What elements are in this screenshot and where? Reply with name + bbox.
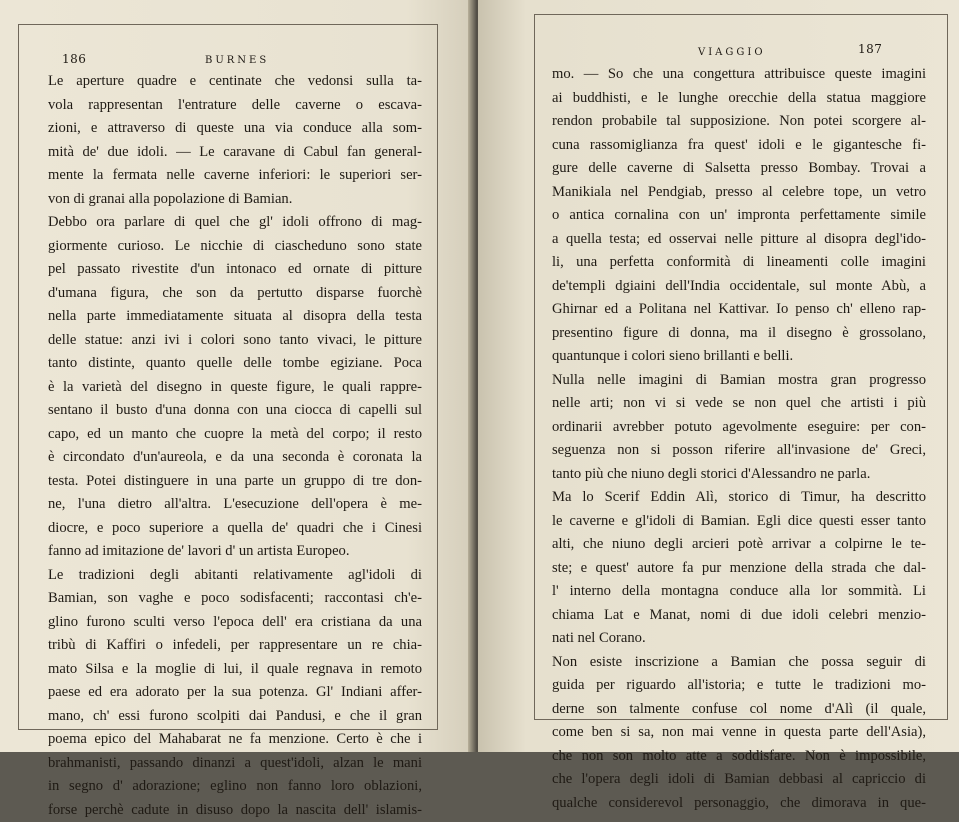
text-line: brahmanisti, passando dinanzi a quest'idoli, alzan le mani	[48, 752, 422, 776]
text-line: de'templi dgiaini dell'India occidentale, sul monte Abù, a	[552, 275, 926, 299]
text-line: mano, ch' essi furono scolpiti dai Pandusi, e che il gran	[48, 705, 422, 729]
text-line: pel passato rivestite d'un intonaco ed ornate di pitture	[48, 258, 422, 282]
text-line: tanto più che niuno degli storici d'Alessandro ne parla.	[552, 463, 926, 487]
text-line: poema epico del Mahabarat ne fa menzione. Certo è che i	[48, 728, 422, 752]
right-page	[478, 0, 959, 752]
text-line: le caverne e gl'idoli di Bamian. Egli dice questi esser tanto	[552, 510, 926, 534]
text-line: Manikiala nel Pendgiab, presso al celebre tope, un vetro	[552, 181, 926, 205]
text-line: alti, che niuno degli arcieri potè arrivar a colpirne le te-	[552, 533, 926, 557]
text-line: gure delle caverne di Salsetta presso Bombay. Trovai a	[552, 157, 926, 181]
text-line: o antica cornalina con un' impronta perfettamente simile	[552, 204, 926, 228]
text-line: giormente curioso. Le nicchie di ciascheduno sono state	[48, 235, 422, 259]
text-line: mente la fermata nelle caverne inferiori: le superiori ser-	[48, 164, 422, 188]
text-line: quantunque i colori sieno brillanti e belli.	[552, 345, 926, 369]
text-line: Non esiste inscrizione a Bamian che possa seguir di	[552, 651, 926, 675]
text-line: von di granai alla popolazione di Bamian.	[48, 188, 422, 212]
text-line: nella parte immediatamente situata al disopra della testa	[48, 305, 422, 329]
text-line: che non son molto atte a soddisfare. Non è impossibile,	[552, 745, 926, 769]
text-line: d'umana figura, che son da pertutto disparse fuorchè	[48, 282, 422, 306]
text-line: in segno d' adorazione; eglino non fanno loro oblazioni,	[48, 775, 422, 799]
text-line: tribù di Kaffiri o infedeli, per rappresentare un re chia-	[48, 634, 422, 658]
text-line: capo, ed un manto che cuopre la metà del corpo; il resto	[48, 423, 422, 447]
text-line: Ghirnar ed a Politana nel Kattivar. Io penso ch' elleno rap-	[552, 298, 926, 322]
text-line: rendon probabile tal supposizione. Non potei scorgere al-	[552, 110, 926, 134]
text-line: come ben si sa, non mai venne in questa parte dell'Asia),	[552, 721, 926, 745]
text-line: Nulla nelle imagini di Bamian mostra gran progresso	[552, 369, 926, 393]
page-number-right: 187	[858, 42, 882, 56]
text-line: che l'opera degli idoli di Bamian debbasi al capriccio di	[552, 768, 926, 792]
right-page-body	[552, 63, 926, 815]
text-line: ai buddhisti, e le lunghe orecchie della statua maggiore	[552, 87, 926, 111]
left-page	[0, 0, 478, 752]
text-line: vola rappresentan l'entrature delle caverne o escava-	[48, 94, 422, 118]
text-line: cuna rassomiglianza fra quest' idoli e le gigantesche fi-	[552, 134, 926, 158]
text-line: mo. — So che una congettura attribuisce queste imagini	[552, 63, 926, 87]
text-line: nati nel Corano.	[552, 627, 926, 651]
text-line: guida per riguardo all'istoria; e tutte le tradizioni mo-	[552, 674, 926, 698]
text-line: diocre, e poco superiore a quella de' quadri che i Cinesi	[48, 517, 422, 541]
text-line: mità de' due idoli. — Le caravane di Cabul fan general-	[48, 141, 422, 165]
text-line: fanno ad imitazione de' lavori d' un artista Europeo.	[48, 540, 422, 564]
text-line: presentino figure di donna, ma il disegno è grossolano,	[552, 322, 926, 346]
text-line: qualche considerevol personaggio, che dimorava in que-	[552, 792, 926, 816]
running-head-right: VIAGGIO	[698, 47, 766, 58]
text-line: glino furono sculti verso l'epoca dell' era cristiana da una	[48, 611, 422, 635]
text-line: derne son talmente confuse col nome d'Alì (il quale,	[552, 698, 926, 722]
running-head-left: BURNES	[205, 55, 269, 66]
text-line: Le tradizioni degli abitanti relativamente agl'idoli di	[48, 564, 422, 588]
text-line: tanto distinte, quanto quelle delle tombe egiziane. Poca	[48, 352, 422, 376]
text-line: nelle arti; non vi si vede se non quel che artisti i più	[552, 392, 926, 416]
text-line: ordinarii avrebber potuto agevolmente eseguire: per con-	[552, 416, 926, 440]
text-line: chiama Lat e Manat, nomi di due idoli celebri menzio-	[552, 604, 926, 628]
left-page-body	[48, 70, 422, 822]
text-line: delle statue: anzi ivi i colori sono tanto vivaci, le pitture	[48, 329, 422, 353]
text-line: Le aperture quadre e centinate che vedonsi sulla ta-	[48, 70, 422, 94]
text-line: Ma lo Scerif Eddin Alì, storico di Timur, ha descritto	[552, 486, 926, 510]
text-line: Bamian, son vaghe e poco sodisfacenti; raccontasi ch'e-	[48, 587, 422, 611]
text-line: Debbo ora parlare di quel che gl' idoli offrono di mag-	[48, 211, 422, 235]
text-line: mato Silsa e la moglie di lui, il quale regnava in remoto	[48, 658, 422, 682]
page-number-left: 186	[62, 52, 86, 66]
text-line: testa. Potei distinguere in una parte un gruppo di tre don-	[48, 470, 422, 494]
text-line: li, una perfetta conformità di lineamenti colle imagini	[552, 251, 926, 275]
text-line: ne, l'una dietro all'altra. L'esecuzione dell'opera è me-	[48, 493, 422, 517]
text-line: zioni, e attraverso di queste una via conduce alla som-	[48, 117, 422, 141]
text-line: è la varietà del disegno in queste figure, le quali rappre-	[48, 376, 422, 400]
text-line: ste; e quest' autore fa pur menzione della strada che dal-	[552, 557, 926, 581]
text-line: a quella testa; ed osservai nelle pitture al disopra degl'ido-	[552, 228, 926, 252]
text-line: l' interno della montagna conduce alla lor sommità. Li	[552, 580, 926, 604]
text-line: forse perchè cadute in disuso dopo la nascita dell' islamis-	[48, 799, 422, 822]
text-line: sentano il busto d'una donna con una ciocca di capelli sul	[48, 399, 422, 423]
text-line: è circondato d'un'aureola, e da una seconda è coronata la	[48, 446, 422, 470]
text-line: paese ed era adorato per la sua potenza. Gl' Indiani affer-	[48, 681, 422, 705]
text-line: seguenza non si posson riferire all'invasione de' Greci,	[552, 439, 926, 463]
